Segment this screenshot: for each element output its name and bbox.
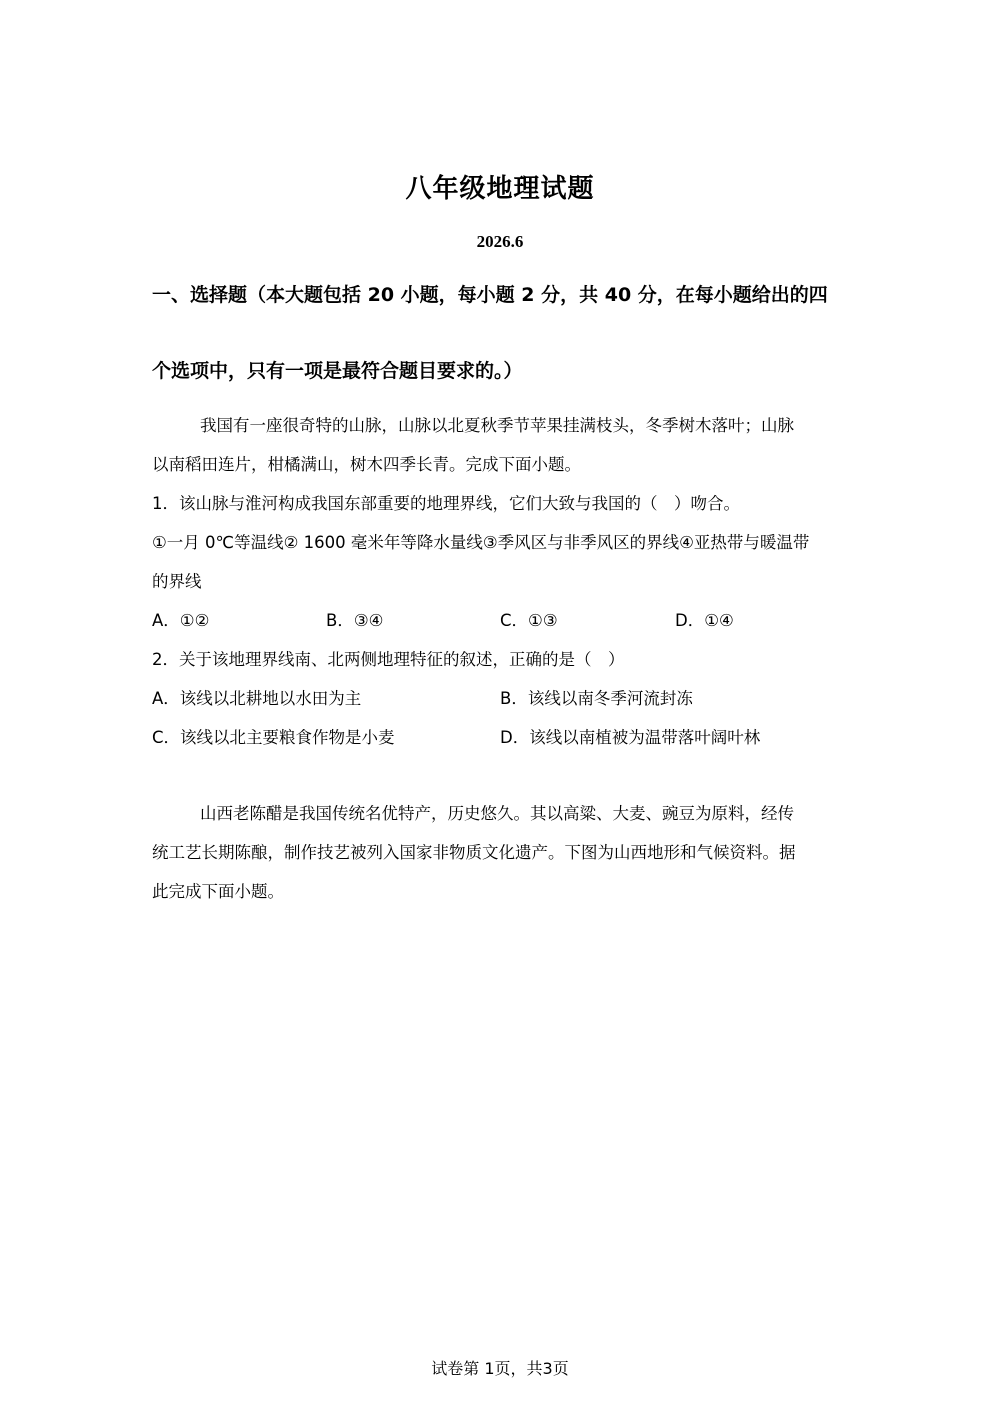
passage-2-line-2: 统工艺长期陈酿，制作技艺被列入国家非物质文化遗产。下图为山西地形和气候资料。据 [152, 843, 796, 862]
question-2-option-c: C．该线以北主要粮食作物是小麦 [152, 728, 395, 747]
question-2-stem: 2．关于该地理界线南、北两侧地理特征的叙述，正确的是（ ） [152, 650, 625, 669]
exam-date: 2026.6 [476, 232, 524, 251]
passage-2-line-1: 山西老陈醋是我国传统名优特产，历史悠久。其以高粱、大麦、豌豆为原料，经传 [200, 804, 794, 823]
question-1-option-d: D．①④ [675, 611, 734, 630]
page-footer: 试卷第 1页，共3页 [431, 1359, 569, 1378]
question-1-stem: 1．该山脉与淮河构成我国东部重要的地理界线，它们大致与我国的（ ）吻合。 [152, 494, 740, 513]
question-1-option-c: C．①③ [500, 611, 558, 630]
question-1-option-a: A．①② [152, 611, 210, 630]
section-heading-line-2: 个选项中，只有一项是最符合题目要求的。） [152, 360, 523, 382]
question-2-option-a: A．该线以北耕地以水田为主 [152, 689, 362, 708]
question-1-statements-line-1: ①一月 0℃等温线② 1600 毫米年等降水量线③季风区与非季风区的界线④亚热带与暖温带 [152, 533, 810, 552]
question-2-option-d: D．该线以南植被为温带落叶阔叶林 [500, 728, 761, 747]
passage-1-line-1: 我国有一座很奇特的山脉，山脉以北夏秋季节苹果挂满枝头，冬季树木落叶；山脉 [200, 416, 794, 435]
passage-2-line-3: 此完成下面小题。 [152, 882, 284, 901]
section-heading-line-1: 一、选择题（本大题包括 20 小题，每小题 2 分，共 40 分，在每小题给出的四 [152, 284, 828, 306]
exam-title: 八年级地理试题 [405, 174, 595, 204]
question-1-option-b: B．③④ [326, 611, 384, 630]
question-2-option-b: B．该线以南冬季河流封冻 [500, 689, 693, 708]
question-1-statements-line-2: 的界线 [152, 572, 202, 591]
passage-1-line-2: 以南稻田连片，柑橘满山，树木四季长青。完成下面小题。 [152, 455, 581, 474]
